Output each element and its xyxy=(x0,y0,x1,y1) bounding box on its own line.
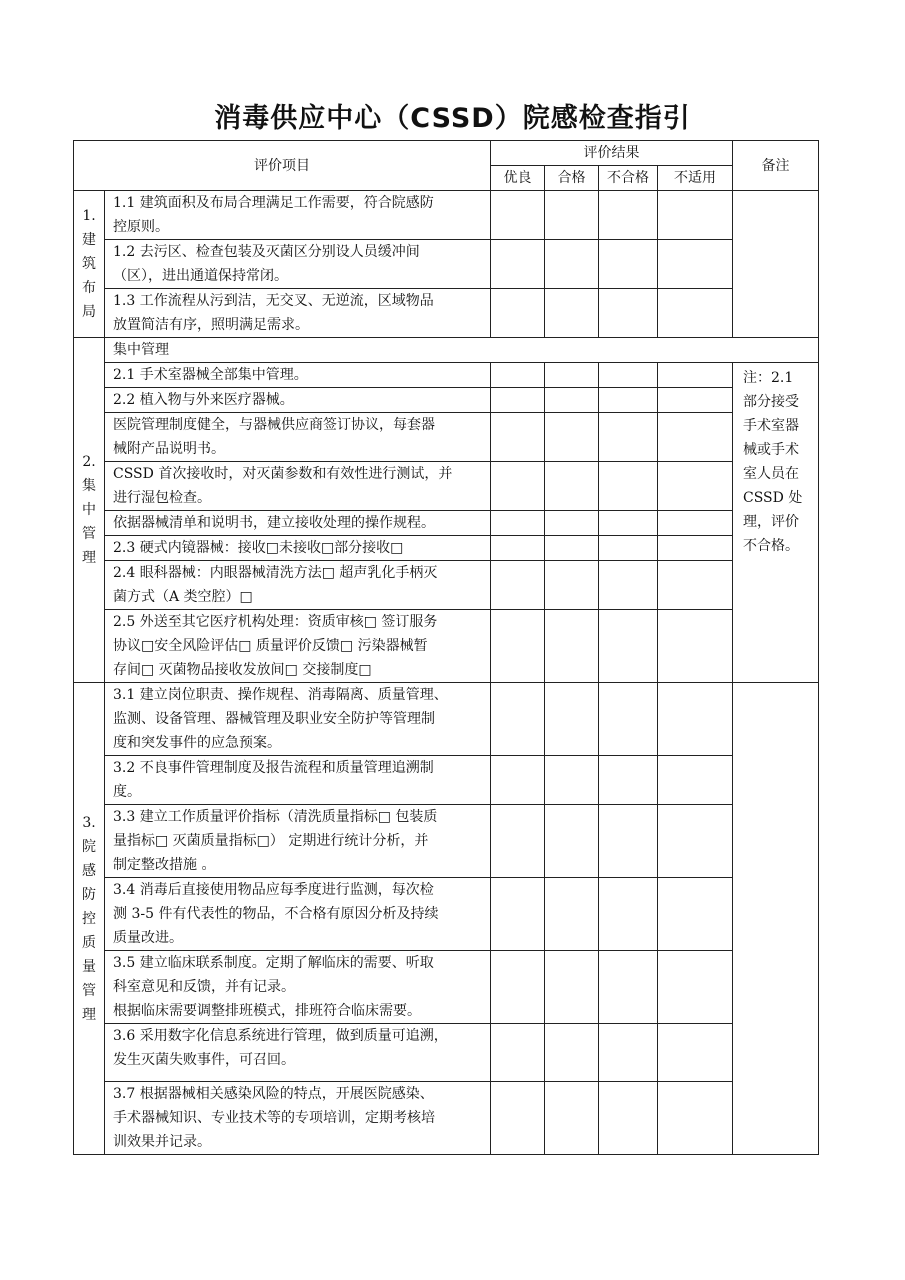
item-line: 放置简洁有序，照明满足需求。 xyxy=(113,317,309,333)
result-cell-excellent[interactable] xyxy=(491,1082,545,1155)
item-line: 协议□安全风险评估□ 质量评价反馈□ 污染器械暂 xyxy=(113,638,428,654)
result-cell-excellent[interactable] xyxy=(491,756,545,805)
header-note: 备注 xyxy=(733,141,819,191)
table-row xyxy=(74,756,819,805)
item-text xyxy=(105,1082,491,1155)
table-row xyxy=(74,462,819,511)
result-cell-fail[interactable] xyxy=(599,756,658,805)
category-char: 筑 xyxy=(82,256,96,272)
result-cell-excellent[interactable] xyxy=(491,388,545,413)
result-cell-fail[interactable] xyxy=(599,1024,658,1082)
result-cell-na[interactable] xyxy=(658,511,733,536)
result-cell-na[interactable] xyxy=(658,388,733,413)
result-cell-pass[interactable] xyxy=(545,388,599,413)
result-cell-fail[interactable] xyxy=(599,511,658,536)
result-cell-pass[interactable] xyxy=(545,561,599,610)
inspection-table xyxy=(73,140,819,1155)
item-line: 2.2 植入物与外来医疗器械。 xyxy=(113,392,294,408)
subsection-header: 集中管理 xyxy=(105,338,819,363)
header-col-na: 不适用 xyxy=(658,166,733,191)
category-char: 院 xyxy=(82,838,96,855)
remark-line: 理，评价 xyxy=(743,514,799,530)
result-cell-excellent[interactable] xyxy=(491,561,545,610)
item-line: 2.4 眼科器械：内眼器械清洗方法□ 超声乳化手柄灭 xyxy=(113,565,438,581)
result-cell-excellent[interactable] xyxy=(491,413,545,462)
header-result: 评价结果 xyxy=(491,141,733,166)
item-line: 进行湿包检查。 xyxy=(113,490,211,506)
item-line: 存间□ 灭菌物品接收发放间□ 交接制度□ xyxy=(113,662,372,678)
item-line: 3.4 消毒后直接使用物品应每季度进行监测，每次检 xyxy=(113,882,434,898)
item-text xyxy=(105,511,491,536)
result-cell-fail[interactable] xyxy=(599,683,658,756)
result-cell-fail[interactable] xyxy=(599,536,658,561)
result-cell-na[interactable] xyxy=(658,191,733,240)
result-cell-excellent[interactable] xyxy=(491,462,545,511)
result-cell-na[interactable] xyxy=(658,536,733,561)
header-col-excellent: 优良 xyxy=(491,166,545,191)
item-line: 3.6 采用数字化信息系统进行管理，做到质量可追溯， xyxy=(113,1028,448,1044)
table-row xyxy=(74,240,819,289)
table-row xyxy=(74,1024,819,1082)
result-cell-fail[interactable] xyxy=(599,388,658,413)
result-cell-excellent[interactable] xyxy=(491,363,545,388)
result-cell-excellent[interactable] xyxy=(491,191,545,240)
category-char: 建 xyxy=(82,232,96,248)
result-cell-pass[interactable] xyxy=(545,363,599,388)
item-text xyxy=(105,191,491,240)
table-row xyxy=(74,363,819,388)
result-cell-pass[interactable] xyxy=(545,289,599,338)
item-line: 训效果并记录。 xyxy=(113,1134,211,1150)
item-line: 控原则。 xyxy=(113,219,169,235)
table-row xyxy=(74,1082,819,1155)
result-cell-pass[interactable] xyxy=(545,536,599,561)
item-line: 3.7 根据器械相关感染风险的特点，开展医院感染、 xyxy=(113,1086,434,1102)
category-cell xyxy=(74,191,105,338)
result-cell-na[interactable] xyxy=(658,413,733,462)
item-line: 质量改进。 xyxy=(113,930,183,946)
category-char: 布 xyxy=(82,280,96,296)
category-char: 量 xyxy=(82,958,96,975)
result-cell-excellent[interactable] xyxy=(491,951,545,1024)
item-line: （区），进出通道保持常闭。 xyxy=(113,268,288,284)
category-char: 理 xyxy=(82,550,96,566)
item-text xyxy=(105,462,491,511)
item-line: 科室意见和反馈，并有记录。 xyxy=(113,979,295,995)
category-char: 2. xyxy=(82,454,96,470)
remark-cell[interactable] xyxy=(733,683,819,1155)
result-cell-fail[interactable] xyxy=(599,1082,658,1155)
table-row xyxy=(74,536,819,561)
result-cell-pass[interactable] xyxy=(545,951,599,1024)
result-cell-na[interactable] xyxy=(658,240,733,289)
item-line: 制定整改措施 。 xyxy=(113,857,216,873)
result-cell-excellent[interactable] xyxy=(491,536,545,561)
result-cell-na[interactable] xyxy=(658,1024,733,1082)
table-row xyxy=(74,289,819,338)
category-char: 质 xyxy=(82,934,96,951)
item-text xyxy=(105,536,491,561)
item-text xyxy=(105,388,491,413)
item-line: 医院管理制度健全，与器械供应商签订协议，每套器 xyxy=(113,417,435,433)
result-cell-excellent[interactable] xyxy=(491,805,545,878)
item-line: CSSD 首次接收时，对灭菌参数和有效性进行测试，并 xyxy=(113,466,453,482)
remark-cell[interactable] xyxy=(733,363,819,683)
result-cell-na[interactable] xyxy=(658,462,733,511)
item-line: 监测、设备管理、器械管理及职业安全防护等管理制 xyxy=(113,711,435,727)
item-line: 菌方式（A 类空腔）□ xyxy=(113,589,253,605)
table-row xyxy=(74,191,819,240)
result-cell-fail[interactable] xyxy=(599,240,658,289)
result-cell-na[interactable] xyxy=(658,805,733,878)
result-cell-fail[interactable] xyxy=(599,951,658,1024)
category-char: 3. xyxy=(82,814,96,831)
table-row xyxy=(74,951,819,1024)
result-cell-excellent[interactable] xyxy=(491,683,545,756)
table-row xyxy=(74,878,819,951)
result-cell-fail[interactable] xyxy=(599,413,658,462)
result-cell-excellent[interactable] xyxy=(491,878,545,951)
item-text xyxy=(105,610,491,683)
page-title: 消毒供应中心（CSSD）院感检查指引 xyxy=(214,103,691,134)
item-line: 依据器械清单和说明书，建立接收处理的操作规程。 xyxy=(113,515,435,531)
category-char: 局 xyxy=(82,304,96,320)
result-cell-pass[interactable] xyxy=(545,683,599,756)
remark-line: 不合格。 xyxy=(743,538,799,554)
result-cell-pass[interactable] xyxy=(545,878,599,951)
remark-line: CSSD 处 xyxy=(743,490,803,506)
result-cell-excellent[interactable] xyxy=(491,511,545,536)
result-cell-fail[interactable] xyxy=(599,191,658,240)
remark-line: 手术室器 xyxy=(743,418,799,434)
result-cell-na[interactable] xyxy=(658,289,733,338)
result-cell-pass[interactable] xyxy=(545,1082,599,1155)
result-cell-na[interactable] xyxy=(658,683,733,756)
item-text xyxy=(105,240,491,289)
item-line: 测 3-5 件有代表性的物品，不合格有原因分析及持续 xyxy=(113,906,439,922)
result-cell-fail[interactable] xyxy=(599,610,658,683)
result-cell-pass[interactable] xyxy=(545,756,599,805)
item-line: 械附产品说明书。 xyxy=(113,441,225,457)
result-cell-excellent[interactable] xyxy=(491,240,545,289)
category-char: 中 xyxy=(82,502,96,518)
header-col-pass: 合格 xyxy=(545,166,599,191)
item-line: 3.2 不良事件管理制度及报告流程和质量管理追溯制 xyxy=(113,760,434,776)
table-row xyxy=(74,388,819,413)
item-text xyxy=(105,561,491,610)
item-line: 手术器械知识、专业技术等的专项培训，定期考核培 xyxy=(113,1110,435,1126)
result-cell-fail[interactable] xyxy=(599,805,658,878)
item-line: 1.1 建筑面积及布局合理满足工作需要，符合院感防 xyxy=(113,195,434,211)
item-line: 3.1 建立岗位职责、操作规程、消毒隔离、质量管理、 xyxy=(113,687,448,703)
category-char: 控 xyxy=(82,910,96,927)
category-cell xyxy=(74,683,105,1155)
result-cell-fail[interactable] xyxy=(599,289,658,338)
result-cell-fail[interactable] xyxy=(599,363,658,388)
table-row xyxy=(74,683,819,756)
item-text xyxy=(105,363,491,388)
result-cell-pass[interactable] xyxy=(545,511,599,536)
item-text xyxy=(105,805,491,878)
item-line: 2.3 硬式内镜器械：接收□未接收□部分接收□ xyxy=(113,540,404,556)
remark-line: 注：2.1 xyxy=(743,370,794,386)
item-text xyxy=(105,1024,491,1082)
item-text xyxy=(105,951,491,1024)
item-line: 2.5 外送至其它医疗机构处理：资质审核□ 签订服务 xyxy=(113,614,438,630)
item-text xyxy=(105,413,491,462)
table-row xyxy=(74,413,819,462)
result-cell-fail[interactable] xyxy=(599,462,658,511)
remark-cell[interactable] xyxy=(733,191,819,338)
table-row xyxy=(74,338,819,363)
result-cell-na[interactable] xyxy=(658,363,733,388)
table-row xyxy=(74,561,819,610)
result-cell-pass[interactable] xyxy=(545,805,599,878)
result-cell-pass[interactable] xyxy=(545,1024,599,1082)
category-char: 1. xyxy=(82,208,96,224)
header-item: 评价项目 xyxy=(74,141,491,191)
result-cell-pass[interactable] xyxy=(545,240,599,289)
category-char: 管 xyxy=(82,526,96,542)
table-row xyxy=(74,805,819,878)
result-cell-na[interactable] xyxy=(658,878,733,951)
item-text xyxy=(105,683,491,756)
table-row xyxy=(74,610,819,683)
category-char: 管 xyxy=(82,982,96,999)
result-cell-pass[interactable] xyxy=(545,462,599,511)
result-cell-pass[interactable] xyxy=(545,610,599,683)
result-cell-fail[interactable] xyxy=(599,878,658,951)
item-line: 根据临床需要调整排班模式，排班符合临床需要。 xyxy=(113,1003,421,1019)
result-cell-excellent[interactable] xyxy=(491,1024,545,1082)
item-line: 1.2 去污区、检查包装及灭菌区分别设人员缓冲间 xyxy=(113,244,420,260)
category-char: 集 xyxy=(82,478,96,494)
result-cell-na[interactable] xyxy=(658,1082,733,1155)
item-line: 3.5 建立临床联系制度。定期了解临床的需要、听取 xyxy=(113,955,434,971)
result-cell-excellent[interactable] xyxy=(491,610,545,683)
category-char: 理 xyxy=(82,1006,96,1023)
item-text xyxy=(105,878,491,951)
category-cell xyxy=(74,338,105,683)
item-line: 度和突发事件的应急预案。 xyxy=(113,735,281,751)
category-char: 感 xyxy=(82,862,96,879)
remark-line: 室人员在 xyxy=(743,466,799,482)
item-line: 3.3 建立工作质量评价指标（清洗质量指标□ 包装质 xyxy=(113,809,438,825)
category-char: 防 xyxy=(82,886,96,903)
header-col-fail: 不合格 xyxy=(599,166,658,191)
result-cell-na[interactable] xyxy=(658,610,733,683)
item-line: 2.1 手术室器械全部集中管理。 xyxy=(113,367,308,383)
result-cell-na[interactable] xyxy=(658,951,733,1024)
result-cell-na[interactable] xyxy=(658,756,733,805)
result-cell-na[interactable] xyxy=(658,561,733,610)
item-line: 度。 xyxy=(113,784,141,800)
item-line: 量指标□ 灭菌质量指标□） 定期进行统计分析，并 xyxy=(113,833,429,849)
table-row xyxy=(74,511,819,536)
item-line: 发生灭菌失败事件，可召回。 xyxy=(113,1052,295,1068)
result-cell-pass[interactable] xyxy=(545,191,599,240)
item-line: 1.3 工作流程从污到洁，无交叉、无逆流，区域物品 xyxy=(113,293,434,309)
remark-line: 部分接受 xyxy=(743,394,799,410)
result-cell-pass[interactable] xyxy=(545,413,599,462)
remark-line: 械或手术 xyxy=(743,442,799,458)
result-cell-fail[interactable] xyxy=(599,561,658,610)
result-cell-excellent[interactable] xyxy=(491,289,545,338)
item-text xyxy=(105,289,491,338)
item-text xyxy=(105,756,491,805)
